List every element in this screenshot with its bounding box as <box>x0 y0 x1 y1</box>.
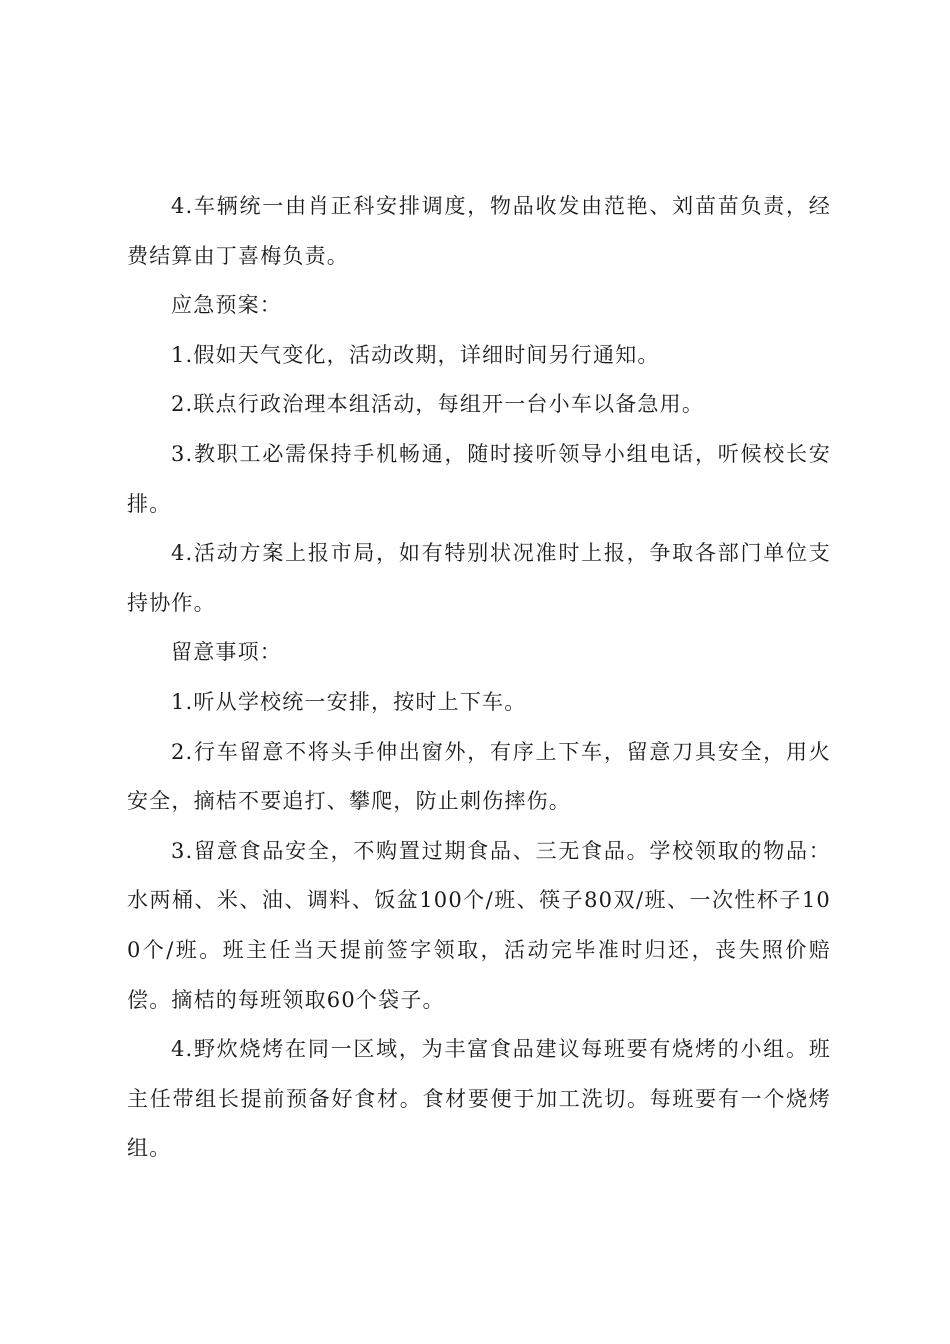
paragraph-emergency-2: 2.联点行政治理本组活动，每组开一台小车以备急用。 <box>171 392 705 417</box>
paragraph-notes-3: 3.留意食品安全，不购置过期食品、三无食品。学校领取的物品：水两桶、米、油、调料、饭盆100个/班、筷子80双/班、一次性杯子100个/班。班主任当天提前签字领取，活动完毕准时归还，丧失照价赔偿。摘桔的每班领取60个袋子。 <box>127 838 831 1012</box>
paragraph-notes-1: 1.听从学校统一安排，按时上下车。 <box>171 689 527 714</box>
paragraph-emergency-1: 1.假如天气变化，活动改期，详细时间另行通知。 <box>171 342 660 367</box>
paragraph-vehicle-arrangement: 4.车辆统一由肖正科安排调度，物品收发由范艳、刘苗苗负责，经费结算由丁喜梅负责。 <box>127 194 831 268</box>
paragraph-emergency-3: 3.教职工必需保持手机畅通，随时接听领导小组电话，听候校长安排。 <box>127 441 831 516</box>
paragraph-emergency-4: 4.活动方案上报市局，如有特别状况准时上报，争取各部门单位支持协作。 <box>127 541 831 615</box>
paragraph-notes-2: 2.行车留意不将头手伸出窗外，有序上下车，留意刀具安全，用火安全，摘桔不要追打、攀爬，防止刺伤摔伤。 <box>127 739 831 814</box>
paragraph-notes-4: 4.野炊烧烤在同一区域，为丰富食品建议每班要有烧烤的小组。班主任带组长提前预备好食材。食材要便于加工洗切。每班要有一个烧烤组。 <box>127 1037 831 1161</box>
document-body <box>127 182 831 1174</box>
heading-notes: 留意事项： <box>171 640 282 665</box>
heading-emergency-plan: 应急预案： <box>171 293 282 318</box>
